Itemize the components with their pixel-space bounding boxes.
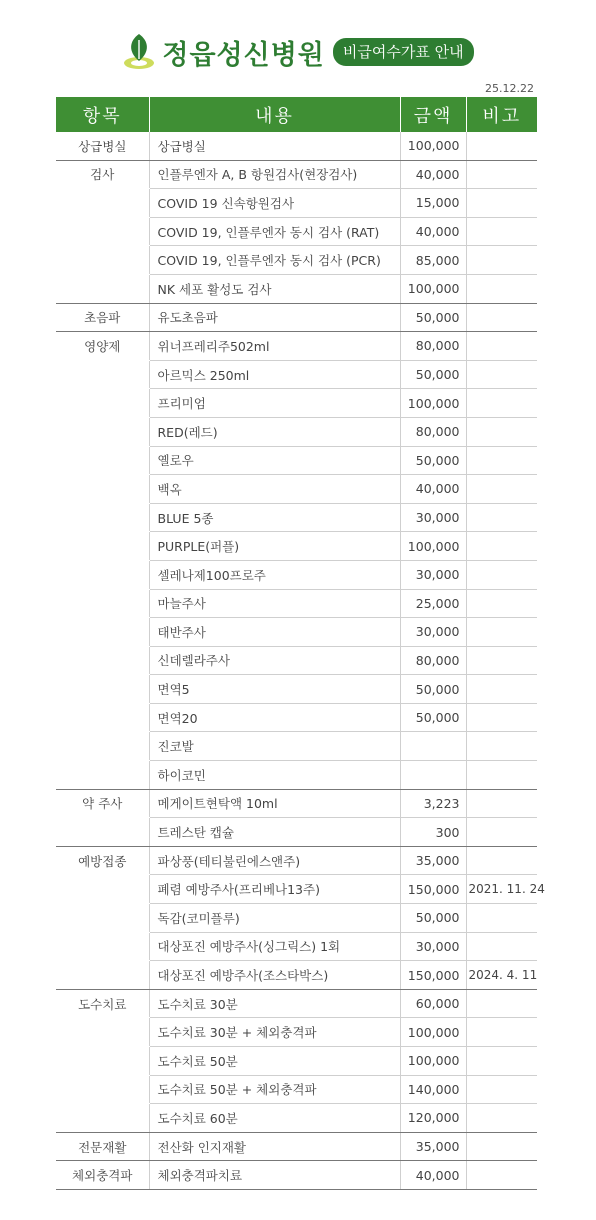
table-row [56, 1132, 537, 1161]
row-category: 상급병실 [56, 132, 149, 160]
row-category [56, 503, 149, 532]
row-note [466, 446, 537, 475]
row-price: 120,000 [400, 1104, 466, 1133]
row-price: 35,000 [400, 846, 466, 875]
row-category [56, 1018, 149, 1047]
row-note [466, 189, 537, 218]
table-row [56, 618, 537, 647]
row-price: 60,000 [400, 989, 466, 1018]
row-item: 유도초음파 [149, 303, 400, 332]
row-item: 도수치료 30분 + 체외충격파 [149, 1018, 400, 1047]
row-item: 체외충격파치료 [149, 1161, 400, 1190]
row-price: 50,000 [400, 675, 466, 704]
table-row [56, 703, 537, 732]
table-row [56, 846, 537, 875]
table-row [56, 646, 537, 675]
row-category: 초음파 [56, 303, 149, 332]
table-row [56, 332, 537, 361]
row-category [56, 589, 149, 618]
row-category [56, 732, 149, 761]
row-note [466, 217, 537, 246]
table-row [56, 532, 537, 561]
table-row [56, 560, 537, 589]
row-price: 15,000 [400, 189, 466, 218]
row-note: 2024. 4. 11 [466, 961, 537, 990]
row-item: 백옥 [149, 475, 400, 504]
row-note [466, 560, 537, 589]
table-row [56, 160, 537, 189]
row-category: 영양제 [84, 338, 121, 354]
page-header [0, 30, 596, 74]
row-category [56, 446, 149, 475]
row-item: 독감(코미플루) [149, 904, 400, 933]
row-note [466, 475, 537, 504]
row-item: 메게이트현탁액 10ml [149, 789, 400, 818]
row-item: 대상포진 예방주사(싱그릭스) 1회 [149, 932, 400, 961]
row-category [56, 1104, 149, 1133]
leaf-logo-icon [122, 32, 156, 72]
row-category [56, 932, 149, 961]
header-category: 항목 [56, 97, 149, 132]
fee-table [56, 97, 545, 1190]
row-item: 프리미엄 [149, 389, 400, 418]
row-price: 100,000 [400, 274, 466, 303]
row-price: 50,000 [400, 360, 466, 389]
row-note [466, 989, 537, 1018]
row-note: 2021. 11. 24 [466, 875, 537, 904]
row-item: 인플루엔자 A, B 항원검사(현장검사) [149, 160, 400, 189]
row-price: 25,000 [400, 589, 466, 618]
row-item: 도수치료 50분 [149, 1047, 400, 1076]
table-row [56, 789, 537, 818]
row-price: 35,000 [400, 1132, 466, 1161]
table-row [56, 446, 537, 475]
table-row [56, 503, 537, 532]
row-price: 140,000 [400, 1075, 466, 1104]
row-note [466, 1161, 537, 1190]
row-note [466, 303, 537, 332]
row-item: PURPLE(퍼플) [149, 532, 400, 561]
table-row [56, 818, 537, 847]
row-note [466, 732, 537, 761]
table-row [56, 189, 537, 218]
row-price [400, 732, 466, 761]
table-row [56, 989, 537, 1018]
row-price: 100,000 [400, 1018, 466, 1047]
header-note: 비고 [466, 97, 537, 132]
table-row [56, 761, 537, 790]
table-row [56, 1161, 537, 1190]
row-category [56, 818, 149, 847]
row-price: 80,000 [400, 646, 466, 675]
row-price [400, 761, 466, 790]
row-item: 전산화 인지재활 [149, 1132, 400, 1161]
table-row [56, 1075, 537, 1104]
row-note [466, 360, 537, 389]
row-category: 전문재활 [56, 1132, 149, 1161]
row-note [466, 618, 537, 647]
row-price: 50,000 [400, 446, 466, 475]
row-price: 3,223 [400, 789, 466, 818]
header-price: 금액 [400, 97, 466, 132]
row-category: 검사 [90, 167, 115, 183]
row-price: 100,000 [400, 389, 466, 418]
row-category [56, 875, 149, 904]
row-category: 예방접종 [78, 853, 127, 869]
row-note [466, 1132, 537, 1161]
table-row [56, 589, 537, 618]
row-note [466, 389, 537, 418]
table-row [56, 217, 537, 246]
table-row [56, 475, 537, 504]
row-note [466, 132, 537, 160]
row-category [56, 1047, 149, 1076]
row-note [466, 703, 537, 732]
row-note [466, 274, 537, 303]
row-price: 50,000 [400, 904, 466, 933]
row-item: 파상풍(테티불린에스앤주) [149, 846, 400, 875]
row-item: 도수치료 60분 [149, 1104, 400, 1133]
row-note [466, 246, 537, 275]
row-price: 100,000 [400, 532, 466, 561]
row-note [466, 589, 537, 618]
row-category: 약 주사 [82, 796, 123, 812]
table-header-row [56, 97, 537, 132]
table-row [56, 246, 537, 275]
row-category [56, 417, 149, 446]
row-item: 폐렴 예방주사(프리베나13주) [149, 875, 400, 904]
row-note [466, 646, 537, 675]
row-item: 아르믹스 250ml [149, 360, 400, 389]
row-price: 30,000 [400, 618, 466, 647]
row-category [56, 560, 149, 589]
row-item: NK 세포 활성도 검사 [149, 274, 400, 303]
table-row [56, 732, 537, 761]
row-price: 40,000 [400, 217, 466, 246]
row-price: 150,000 [400, 875, 466, 904]
row-item: 셀레나제100프로주 [149, 560, 400, 589]
table-row [56, 875, 537, 904]
row-category [56, 389, 149, 418]
row-item: 위너프레리주502ml [149, 332, 400, 361]
row-note [466, 675, 537, 704]
row-item: 면역5 [149, 675, 400, 704]
table-row [56, 1047, 537, 1076]
row-note [466, 332, 537, 361]
row-category [56, 618, 149, 647]
table-row [56, 360, 537, 389]
row-item: 도수치료 30분 [149, 989, 400, 1018]
subtitle-badge: 비급여수가표 안내 [333, 38, 474, 66]
table-row [56, 1104, 537, 1133]
row-price: 30,000 [400, 932, 466, 961]
table-body [56, 132, 545, 1189]
row-category [56, 1075, 149, 1104]
issue-date: 25.12.22 [485, 82, 534, 95]
row-item: RED(레드) [149, 417, 400, 446]
table-row [56, 417, 537, 446]
row-note [466, 789, 537, 818]
row-price: 50,000 [400, 303, 466, 332]
row-item: 태반주사 [149, 618, 400, 647]
row-price: 30,000 [400, 560, 466, 589]
row-category [56, 646, 149, 675]
row-category [56, 761, 149, 790]
row-price: 85,000 [400, 246, 466, 275]
row-category [56, 217, 149, 246]
row-note [466, 1104, 537, 1133]
row-price: 80,000 [400, 417, 466, 446]
row-item: 하이코민 [149, 761, 400, 790]
row-note [466, 904, 537, 933]
row-note [466, 1075, 537, 1104]
row-category [56, 904, 149, 933]
table-row [56, 961, 537, 990]
row-item: COVID 19, 인플루엔자 동시 검사 (RAT) [149, 217, 400, 246]
row-item: 면역20 [149, 703, 400, 732]
table-row [56, 675, 537, 704]
header-item: 내용 [149, 97, 400, 132]
row-price: 100,000 [400, 1047, 466, 1076]
row-category [56, 703, 149, 732]
row-price: 300 [400, 818, 466, 847]
hospital-name: 정읍성신병원 [162, 39, 325, 71]
row-item: 트레스탄 캡슐 [149, 818, 400, 847]
row-item: 도수치료 50분 + 체외충격파 [149, 1075, 400, 1104]
row-category [56, 532, 149, 561]
row-note [466, 160, 537, 189]
table-row [56, 274, 537, 303]
table-row [56, 132, 537, 160]
table-row [56, 303, 537, 332]
table-row [56, 389, 537, 418]
row-price: 40,000 [400, 1161, 466, 1190]
row-note [466, 532, 537, 561]
table-row [56, 1018, 537, 1047]
row-note [466, 503, 537, 532]
row-price: 150,000 [400, 961, 466, 990]
row-note [466, 417, 537, 446]
row-category [56, 274, 149, 303]
row-note [466, 761, 537, 790]
row-note [466, 1018, 537, 1047]
row-category [56, 360, 149, 389]
row-price: 100,000 [400, 132, 466, 160]
row-note [466, 1047, 537, 1076]
row-item: 상급병실 [149, 132, 400, 160]
row-note [466, 818, 537, 847]
row-item: 옐로우 [149, 446, 400, 475]
row-item: 신데렐라주사 [149, 646, 400, 675]
row-item: 마늘주사 [149, 589, 400, 618]
row-item: 대상포진 예방주사(조스타박스) [149, 961, 400, 990]
table-row [56, 904, 537, 933]
row-note [466, 846, 537, 875]
row-price: 40,000 [400, 160, 466, 189]
row-price: 80,000 [400, 332, 466, 361]
row-price: 50,000 [400, 703, 466, 732]
row-category [56, 246, 149, 275]
row-item: COVID 19, 인플루엔자 동시 검사 (PCR) [149, 246, 400, 275]
row-category [56, 475, 149, 504]
row-category: 체외충격파 [56, 1161, 149, 1190]
row-category [56, 675, 149, 704]
row-item: 진코발 [149, 732, 400, 761]
row-price: 40,000 [400, 475, 466, 504]
row-item: BLUE 5종 [149, 503, 400, 532]
row-price: 30,000 [400, 503, 466, 532]
row-item: COVID 19 신속항원검사 [149, 189, 400, 218]
table-row [56, 932, 537, 961]
row-note [466, 932, 537, 961]
row-category [56, 961, 149, 990]
row-category [56, 189, 149, 218]
row-category: 도수치료 [78, 996, 127, 1012]
